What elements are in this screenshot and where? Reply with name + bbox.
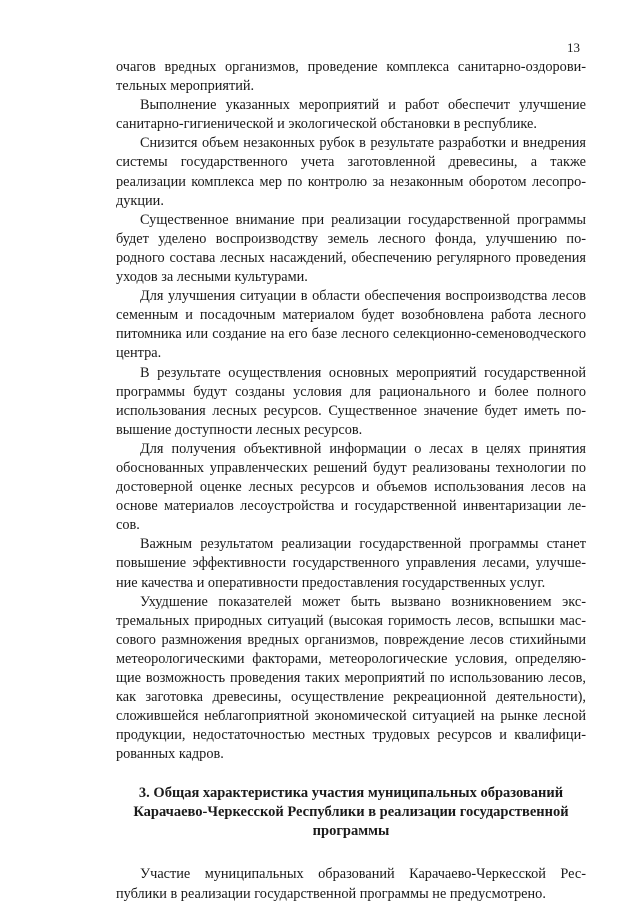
- paragraph: Ухудшение показателей может быть вызвано возникновением экстремальных природных ситуаций (высокая горимость лесов, вспышки массового размножения вредных организмов, повреждение лесов стихийными метеорологическими факторами, метеорологические условия, определяющие возможность проведения таких мероприятий по использованию лесов, как заготовка древесины, осуществление рекреационной деятельности), сложившейся неблагоприятной экономической ситуацией на рынке лесной продукции, недостаточностью местных трудовых ресурсов и квалифицированных кадров.: [116, 593, 586, 763]
- paragraph: Снизится объем незаконных рубок в результате разработки и внедрения системы государственного учета заготовленной древесины, а также реализации комплекса мер по контролю за незаконным оборотом лесопродукции.: [116, 135, 586, 209]
- paragraph: В результате осуществления основных мероприятий государственной программы будут созданы условия для рационального и более полного использования лесных ресурсов. Существенное значение будет иметь повышение доступности лесных ресурсов.: [116, 364, 586, 438]
- page-number: 13: [567, 40, 580, 55]
- paragraph: Для улучшения ситуации в области обеспечения воспроизводства лесов семенным и посадочным материалом будет возобновлена работа лесного питомника или создание на его базе лесного селекционно-семеноводческого центра.: [116, 288, 586, 362]
- document-body: [116, 58, 586, 904]
- paragraph: Важным результатом реализации государственной программы станет повышение эффективности государственного управления лесами, улучшение качества и оперативности предоставления государственных услуг.: [116, 536, 586, 591]
- section-heading: 3. Общая характеристика участия муниципальных образований Карачаево-Черкесской Республики в реализации государственной программы: [133, 785, 569, 840]
- paragraph: Участие муниципальных образований Карачаево-Черкесской Республики в реализации государственной программы не предусмотрено.: [116, 866, 586, 902]
- paragraph: очагов вредных организмов, проведение комплекса санитарно-оздоровительных мероприятий.: [116, 59, 586, 95]
- paragraph: Существенное внимание при реализации государственной программы будет уделено воспроизводству земель лесного фонда, улучшению породного состава лесных насаждений, обеспечению регулярного проведения уходов за лесными культурами.: [116, 211, 586, 286]
- paragraph: Выполнение указанных мероприятий и работ обеспечит улучшение санитарно-гигиенической и экологической обстановки в республике.: [116, 97, 586, 133]
- paragraph: Для получения объективной информации о лесах в целях принятия обоснованных управленческих решений будут реализованы технологии по достоверной оценке лесных ресурсов и объемов использования лесов на основе материалов лесоустройства и государственной инвентаризации лесов.: [116, 440, 586, 534]
